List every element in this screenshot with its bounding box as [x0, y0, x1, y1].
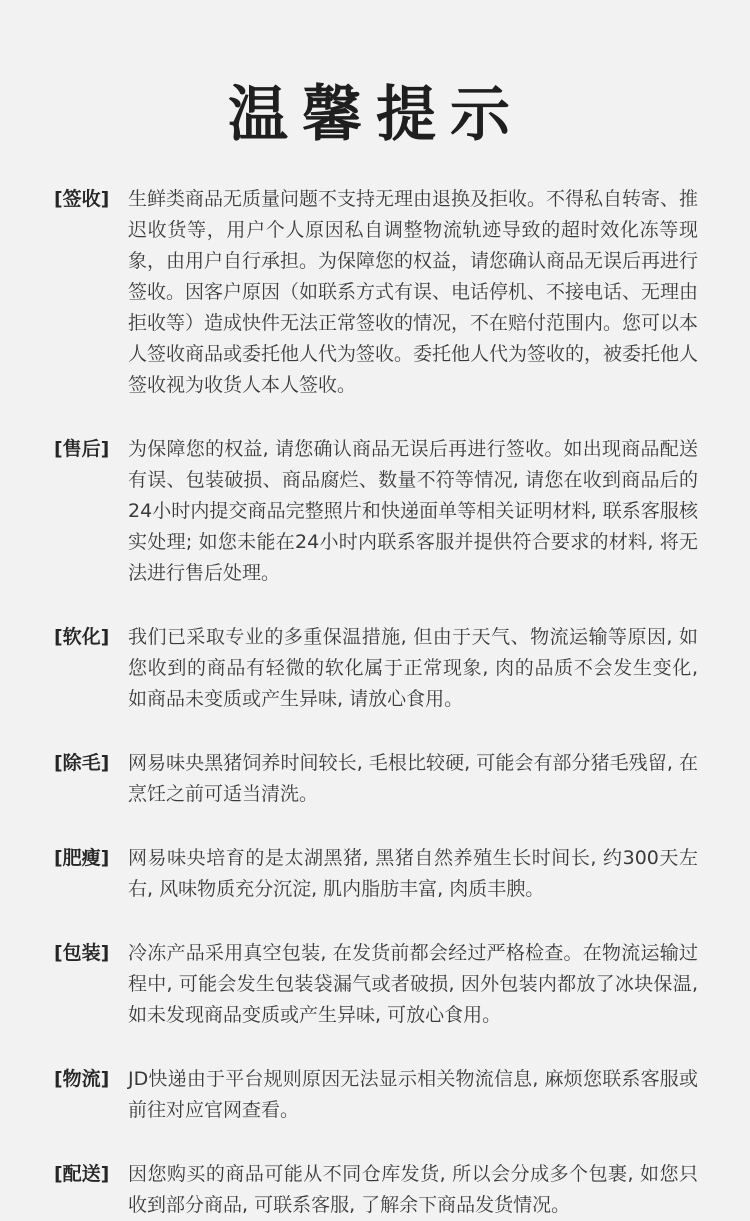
notice-label: [售后]: [54, 438, 110, 460]
notice-item-after-sales: [54, 434, 698, 589]
notice-label: [签收]: [54, 188, 110, 210]
notice-text: JD快递由于平台规则原因无法显示相关物流信息, 麻烦您联系客服或前往对应官网查看。: [128, 1068, 698, 1121]
notice-text: 网易味央培育的是太湖黑猪, 黑猪自然养殖生长时间长, 约300天左右, 风味物质充分沉淀, 肌内脂肪丰富, 肉质丰腴。: [128, 847, 698, 900]
notice-list: [54, 184, 698, 1221]
notice-item-softening: [54, 622, 698, 715]
notice-label: [物流]: [54, 1068, 110, 1090]
notice-text: 因您购买的商品可能从不同仓库发货, 所以会分成多个包裹, 如您只收到部分商品, 可联系客服, 了解余下商品发货情况。: [128, 1163, 698, 1216]
notice-text: 为保障您的权益, 请您确认商品无误后再进行签收。如出现商品配送有误、包装破损、商品腐烂、数量不符等情况, 请您在收到商品后的24小时内提交商品完整照片和快递面单等相关证明材料, 联系客服核实处理; 如您未能在24小时内联系客服并提供符合要求的材料, 将无法进行售后处理。: [128, 438, 698, 584]
notice-item-fat-lean: [54, 843, 698, 905]
notice-label: [包装]: [54, 942, 110, 964]
notice-label: [软化]: [54, 626, 110, 648]
notice-label: [配送]: [54, 1163, 110, 1185]
notice-item-signing: [54, 184, 698, 401]
notice-text: 网易味央黑猪饲养时间较长, 毛根比较硬, 可能会有部分猪毛残留, 在烹饪之前可适当清洗。: [128, 752, 698, 805]
notice-text: 我们已采取专业的多重保温措施, 但由于天气、物流运输等原因, 如您收到的商品有轻微的软化属于正常现象, 肉的品质不会发生变化, 如商品未变质或产生异味, 请放心食用。: [128, 626, 698, 710]
notice-item-delivery: [54, 1159, 698, 1221]
notice-item-logistics: [54, 1064, 698, 1126]
notice-label: [除毛]: [54, 752, 110, 774]
notice-label: [肥瘦]: [54, 847, 110, 869]
page-title: 温馨提示: [228, 80, 524, 150]
notice-text: 生鲜类商品无质量问题不支持无理由退换及拒收。不得私自转寄、推迟收货等，用户个人原因私自调整物流轨迹导致的超时效化冻等现象，由用户自行承担。为保障您的权益，请您确认商品无误后再进行签收。因客户原因（如联系方式有误、电话停机、不接电话、无理由拒收等）造成快件无法正常签收的情况，不在赔付范围内。您可以本人签收商品或委托他人代为签收。委托他人代为签收的，被委托他人签收视为收货人本人签收。: [128, 188, 699, 396]
notice-text: 冷冻产品采用真空包装, 在发货前都会经过严格检查。在物流运输过程中, 可能会发生包装袋漏气或者破损, 因外包装内都放了冰块保温, 如未发现商品变质或产生异味, 可放心食用。: [128, 942, 698, 1026]
notice-item-packaging: [54, 938, 698, 1031]
notice-item-hair-removal: [54, 748, 698, 810]
